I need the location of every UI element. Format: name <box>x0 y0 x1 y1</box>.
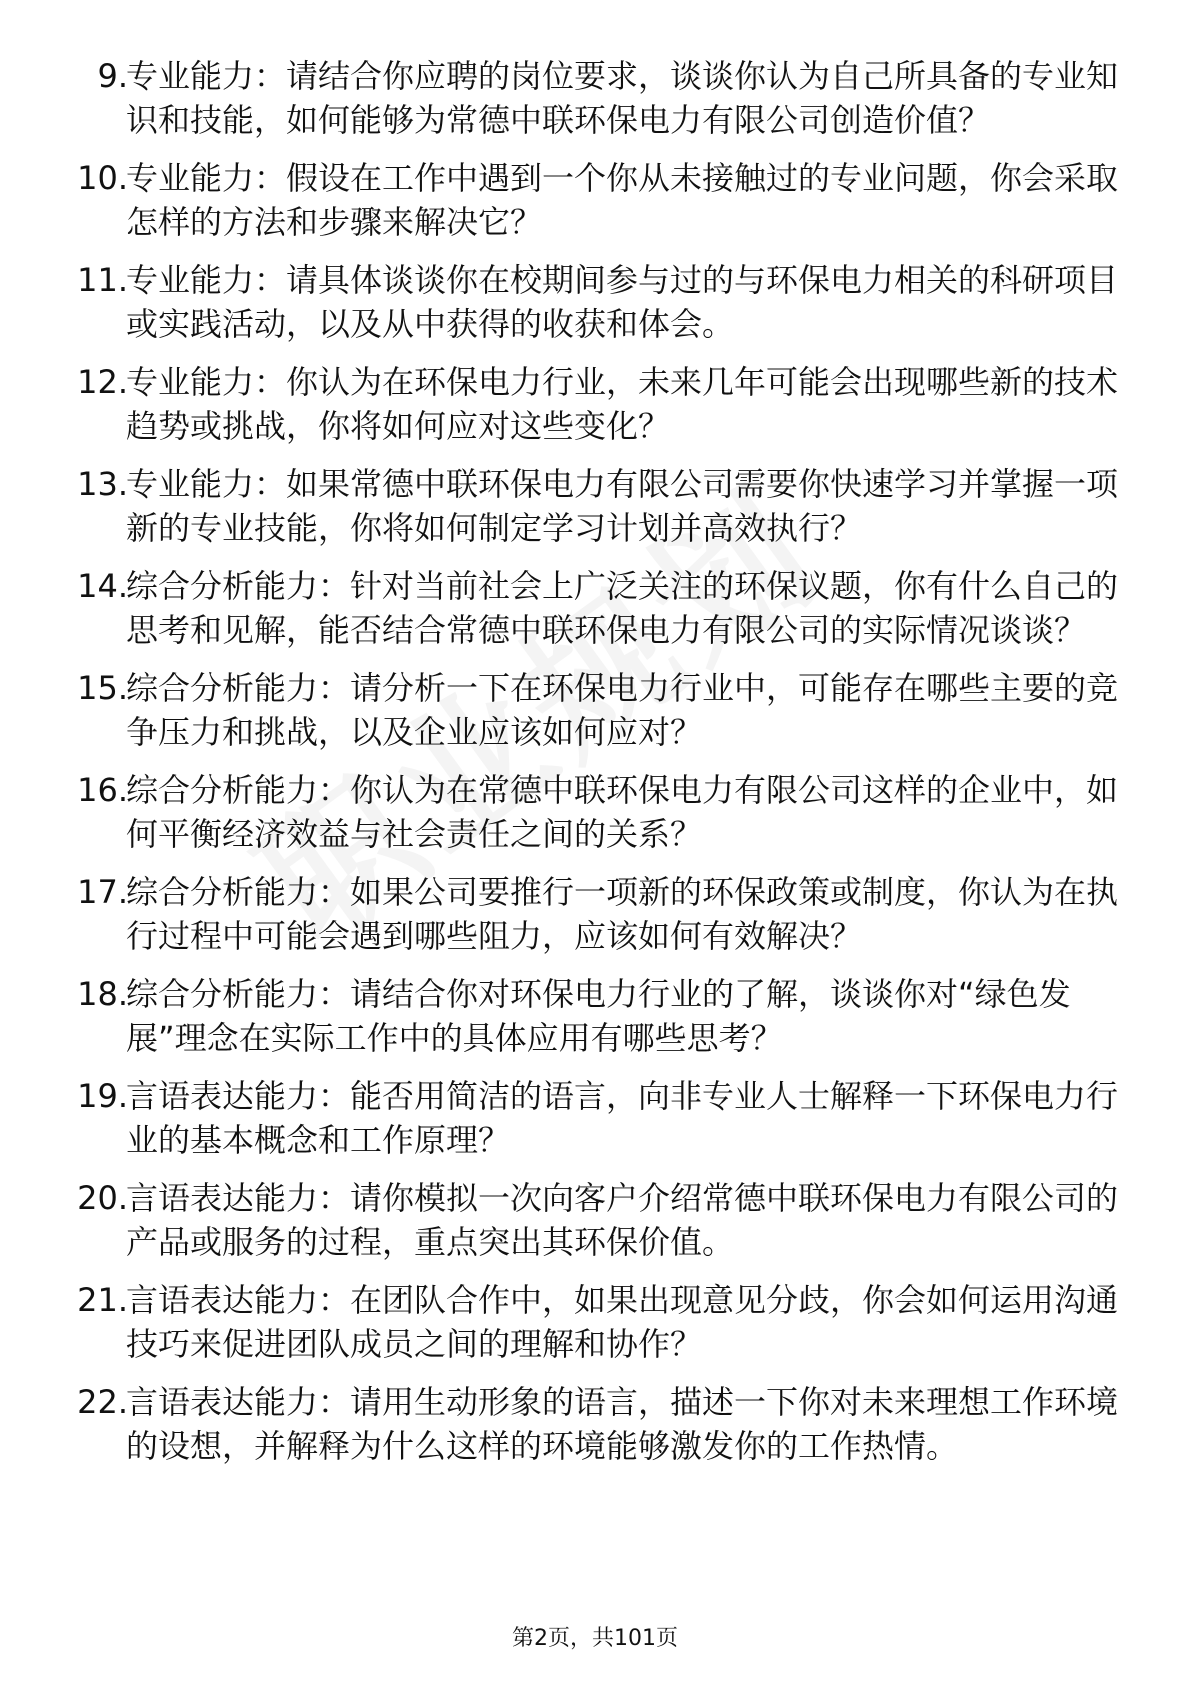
question-text: 言语表达能力：请你模拟一次向客户介绍常德中联环保电力有限公司的产品或服务的过程，重点突出其环保价值。 <box>126 1179 1119 1261</box>
list-item <box>0 870 1190 958</box>
question-text: 专业能力：请结合你应聘的岗位要求，谈谈你认为自己所具备的专业知识和技能，如何能够为常德中联环保电力有限公司创造价值？ <box>126 57 1119 139</box>
list-item <box>0 1176 1190 1264</box>
question-number: 20. <box>77 1179 128 1217</box>
list-item <box>0 462 1190 550</box>
list-item <box>0 360 1190 448</box>
question-number: 13. <box>77 465 128 503</box>
list-item <box>0 1278 1190 1366</box>
question-number: 11. <box>77 261 128 299</box>
question-text: 专业能力：如果常德中联环保电力有限公司需要你快速学习并掌握一项新的专业技能，你将如何制定学习计划并高效执行？ <box>126 465 1119 547</box>
question-number: 15. <box>77 669 128 707</box>
list-item <box>0 564 1190 652</box>
question-number: 21. <box>77 1281 128 1319</box>
question-text: 综合分析能力：请分析一下在环保电力行业中，可能存在哪些主要的竞争压力和挑战，以及企业应该如何应对？ <box>126 669 1119 751</box>
question-text: 专业能力：请具体谈谈你在校期间参与过的与环保电力相关的科研项目或实践活动，以及从中获得的收获和体会。 <box>126 261 1119 343</box>
question-text: 综合分析能力：针对当前社会上广泛关注的环保议题，你有什么自己的思考和见解，能否结合常德中联环保电力有限公司的实际情况谈谈？ <box>126 567 1119 649</box>
question-text: 综合分析能力：如果公司要推行一项新的环保政策或制度，你认为在执行过程中可能会遇到哪些阻力，应该如何有效解决？ <box>126 873 1119 955</box>
question-number: 14. <box>77 567 128 605</box>
question-text: 言语表达能力：在团队合作中，如果出现意见分歧，你会如何运用沟通技巧来促进团队成员之间的理解和协作？ <box>126 1281 1119 1363</box>
question-number: 12. <box>77 363 128 401</box>
question-text: 综合分析能力：你认为在常德中联环保电力有限公司这样的企业中，如何平衡经济效益与社会责任之间的关系？ <box>126 771 1119 853</box>
list-item <box>0 1380 1190 1468</box>
list-item <box>0 258 1190 346</box>
question-number: 10. <box>77 159 128 197</box>
question-text: 言语表达能力：能否用简洁的语言，向非专业人士解释一下环保电力行业的基本概念和工作原理？ <box>126 1077 1119 1159</box>
question-text: 言语表达能力：请用生动形象的语言，描述一下你对未来理想工作环境的设想，并解释为什么这样的环境能够激发你的工作热情。 <box>126 1383 1119 1465</box>
list-item <box>0 156 1190 244</box>
page-number-label: 第2页，共101页 <box>512 1626 678 1651</box>
question-list <box>0 54 1190 1482</box>
question-number: 17. <box>77 873 128 911</box>
question-text: 专业能力：假设在工作中遇到一个你从未接触过的专业问题，你会采取怎样的方法和步骤来解决它？ <box>126 159 1119 241</box>
question-number: 18. <box>77 975 128 1013</box>
question-number: 22. <box>77 1383 128 1421</box>
list-item <box>0 666 1190 754</box>
question-number: 19. <box>77 1077 128 1115</box>
question-number: 16. <box>77 771 128 809</box>
list-item <box>0 54 1190 142</box>
question-text: 综合分析能力：请结合你对环保电力行业的了解，谈谈你对“绿色发展”理念在实际工作中的具体应用有哪些思考？ <box>126 975 1071 1057</box>
list-item <box>0 972 1190 1060</box>
question-text: 专业能力：你认为在环保电力行业，未来几年可能会出现哪些新的技术趋势或挑战，你将如何应对这些变化？ <box>126 363 1119 445</box>
page-footer <box>0 1624 1190 1654</box>
list-item <box>0 768 1190 856</box>
list-item <box>0 1074 1190 1162</box>
question-number: 9. <box>97 57 128 95</box>
